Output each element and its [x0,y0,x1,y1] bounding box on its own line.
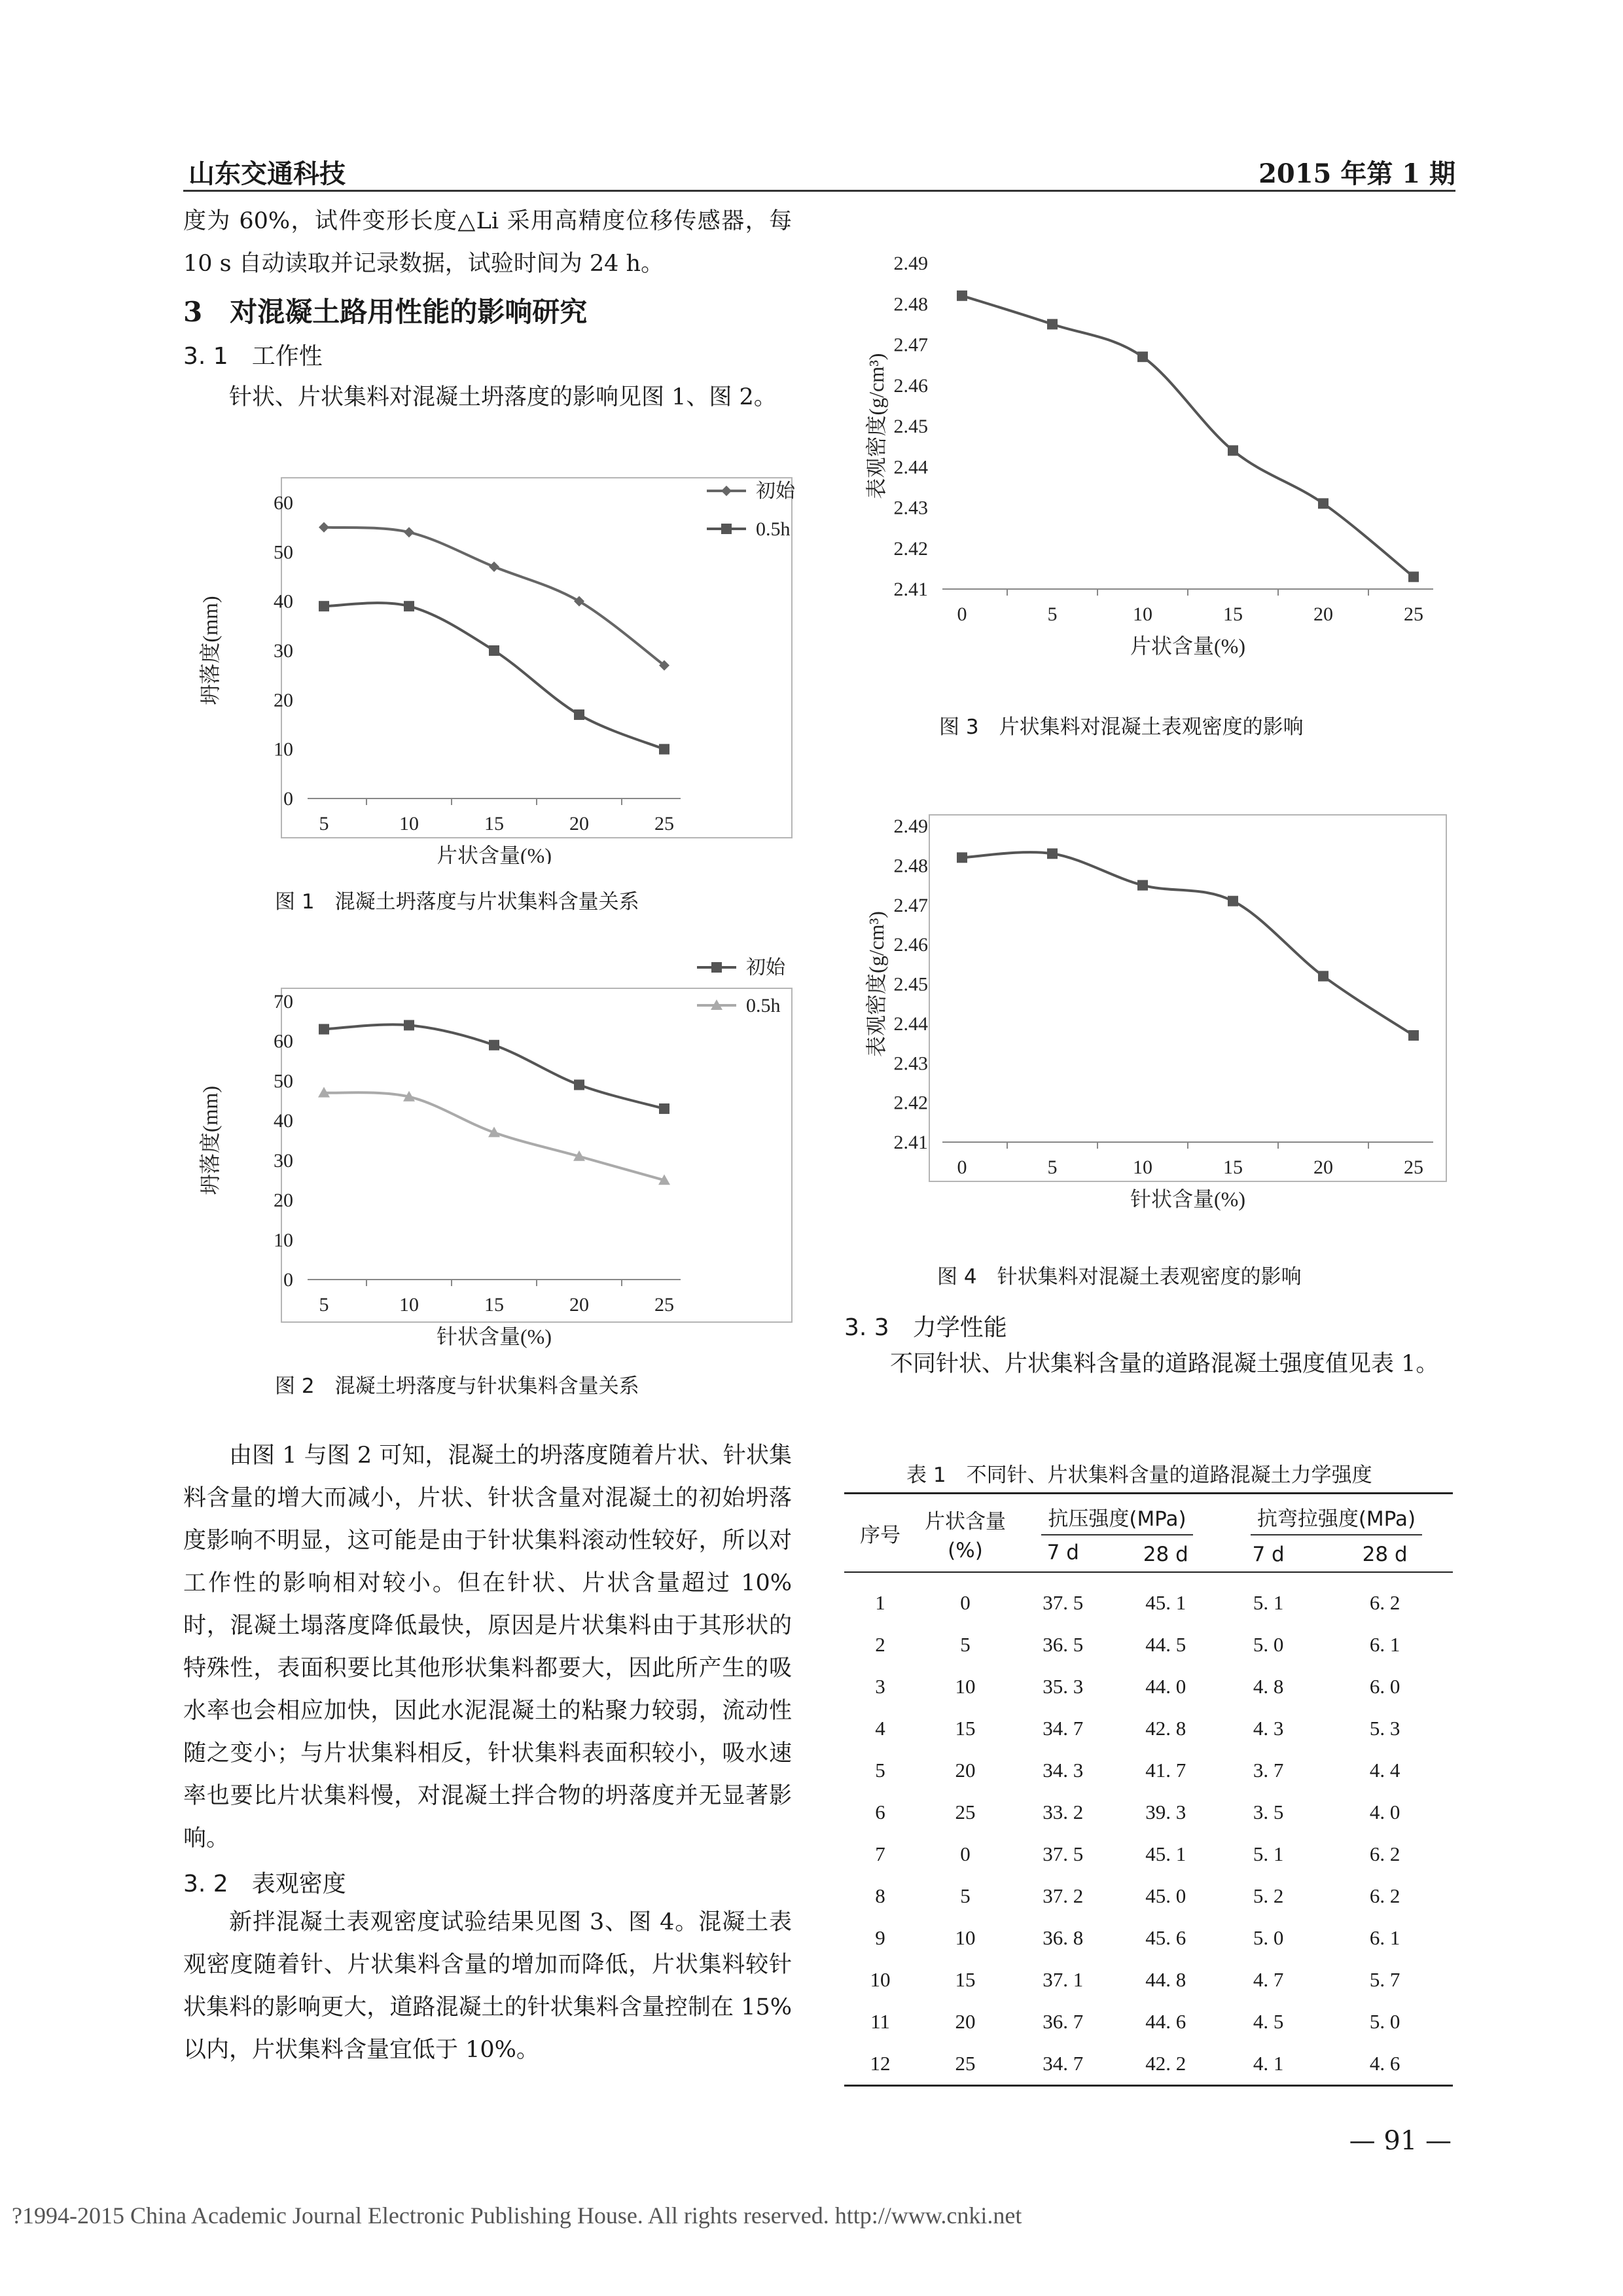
table-cell: 39. 3 [1145,1801,1186,1823]
table-cell: 4 [875,1717,885,1740]
x-tick-label: 0 [957,603,967,625]
legend-marker [711,962,722,973]
x-tick-label: 5 [319,1294,329,1316]
table-cell: 1 [875,1591,885,1614]
table-cell: 20 [955,1759,976,1782]
table-cell: 3. 7 [1253,1759,1284,1782]
x-axis-label: 片状含量(%) [437,844,552,864]
table-cell: 44. 6 [1145,2010,1186,2033]
table-cell: 34. 3 [1043,1759,1084,1782]
y-tick-label: 40 [274,1110,293,1132]
data-point [1137,351,1148,362]
table-header-compressive-7d: 7 d [1046,1541,1079,1564]
x-tick-label: 25 [1404,1157,1423,1178]
table-row [844,1666,1453,1708]
data-point [319,601,329,611]
y-axis-label: 坍落度(mm) [198,596,222,706]
y-tick-label: 2.44 [893,1013,928,1035]
table-cell: 37. 2 [1043,1884,1084,1907]
table-cell: 25 [955,1801,976,1823]
table-cell: 6. 2 [1369,1591,1400,1614]
table-cell: 5. 1 [1253,1591,1284,1614]
figure-3 [844,249,1459,668]
table-cell: 6 [875,1801,885,1823]
table-header-flexural-28d: 28 d [1362,1543,1408,1566]
intro-paragraph: 度为 60%，试件变形长度△Li 采用高精度位移传感器，每 10 s 自动读取并记录数据，试验时间为 24 h。 [183,208,792,277]
figure-1-chart [183,471,812,864]
table-header-flexural [1220,1494,1453,1538]
data-point [1137,880,1148,891]
table-header-content [916,1494,1014,1573]
figure-4 [844,805,1459,1224]
table-cell: 45. 6 [1145,1926,1186,1949]
paragraph-3-2: 新拌混凝土表观密度试验结果见图 3、图 4。混凝土表观密度随着针、片状集料含量的增加而降低，片状集料较针状集料的影响更大，道路混凝土的针状集料含量控制在 15% 以内，片状集料含量宜低于 10%。 [183,1909,792,2063]
data-point [659,1103,669,1114]
table-cell: 45. 1 [1145,1591,1186,1614]
x-tick-label: 15 [1223,1157,1243,1178]
figure-3-caption: 图 3 片状集料对混凝土表观密度的影响 [939,715,1304,739]
table-cell: 41. 7 [1145,1759,1186,1782]
table-cell: 35. 3 [1043,1675,1084,1698]
data-point [957,852,967,863]
table-header-content-line2: (%) [948,1539,983,1562]
table-cell: 37. 5 [1043,1842,1084,1865]
y-tick-label: 50 [274,1070,293,1092]
table-row [844,1959,1453,2001]
table-row [844,2001,1453,2043]
table-cell: 3 [875,1675,885,1698]
table-cell: 36. 7 [1043,2010,1084,2033]
table-cell: 4. 8 [1253,1675,1284,1698]
data-point [659,744,669,755]
table-cell: 15 [955,1968,976,1991]
y-tick-label: 2.48 [893,293,928,315]
table-1 [844,1492,1453,2087]
page-number: — 91 — [1349,2126,1452,2156]
table-header-serial: 序号 [860,1523,901,1547]
y-tick-label: 2.45 [893,973,928,996]
y-tick-label: 2.41 [893,579,928,600]
figure-2-chart [183,949,812,1361]
table-cell: 4. 0 [1369,1801,1400,1823]
data-point [319,522,329,533]
x-tick-label: 10 [399,1294,419,1316]
table-cell: 44. 5 [1145,1633,1186,1656]
table-cell: 45. 0 [1145,1884,1186,1907]
table-cell: 36. 5 [1043,1633,1084,1656]
x-tick-label: 5 [1047,603,1058,625]
table-1-grid [844,1492,1453,2087]
table-cell: 42. 8 [1145,1717,1186,1740]
table-row [844,1875,1453,1917]
table-cell: 5 [875,1759,885,1782]
series-line [324,528,664,666]
figure-1 [183,471,812,864]
table-header-compressive [1014,1494,1220,1538]
data-point [489,1040,499,1050]
table-header-flexural-label: 抗弯拉强度(MPa) [1251,1502,1422,1535]
table-row [844,1572,1453,1624]
data-point [574,1080,584,1090]
y-axis-label: 表观密度(g/cm³) [865,353,888,499]
legend-label: 0.5h [746,995,781,1016]
y-tick-label: 70 [274,991,293,1013]
table-header-compressive-label: 抗压强度(MPa) [1041,1502,1192,1535]
y-tick-label: 30 [274,640,293,662]
table-cell: 6. 1 [1369,1926,1400,1949]
y-tick-label: 40 [274,590,293,613]
y-tick-label: 10 [274,738,293,761]
table-cell: 6. 2 [1369,1884,1400,1907]
data-point [1047,848,1058,859]
y-tick-label: 2.41 [893,1132,928,1153]
x-tick-label: 20 [569,1294,589,1316]
header-rule [183,190,1455,192]
series-line [962,296,1414,577]
table-cell: 8 [875,1884,885,1907]
data-point [1318,971,1329,981]
table-cell: 0 [960,1591,971,1614]
table-header-content-line1: 片状含量 [925,1510,1006,1534]
table-cell: 5. 1 [1253,1842,1284,1865]
series-line [324,1024,664,1109]
table-1-caption: 表 1 不同针、片状集料含量的道路混凝土力学强度 [906,1463,1372,1487]
table-cell: 42. 2 [1145,2052,1186,2075]
figure-4-chart [844,805,1459,1224]
data-point [489,645,499,656]
paragraph-3-3: 不同针状、片状集料含量的道路混凝土强度值见表 1。 [890,1351,1439,1377]
table-cell: 34. 7 [1043,2052,1084,2075]
data-point [574,709,584,720]
table-cell: 4. 4 [1369,1759,1400,1782]
table-row [844,1791,1453,1833]
y-tick-label: 2.46 [893,934,928,956]
table-row [844,2043,1453,2086]
y-tick-label: 0 [283,788,293,810]
y-tick-label: 2.42 [893,537,928,560]
y-tick-label: 2.47 [893,334,928,356]
y-tick-label: 60 [274,492,293,514]
series-line [962,852,1414,1035]
y-tick-label: 10 [274,1229,293,1251]
table-cell: 6. 1 [1369,1633,1400,1656]
x-tick-label: 15 [1223,603,1243,625]
figure-3-chart [844,249,1459,668]
figure-1-caption: 图 1 混凝土坍落度与片状集料含量关系 [275,890,639,914]
data-point [404,527,414,537]
table-row [844,1833,1453,1875]
table-cell: 20 [955,2010,976,2033]
table-cell: 4. 3 [1253,1717,1284,1740]
x-tick-label: 10 [1133,1157,1152,1178]
y-tick-label: 2.43 [893,1052,928,1075]
table-row [844,1624,1453,1666]
table-cell: 6. 0 [1369,1675,1400,1698]
table-cell: 10 [870,1968,891,1991]
data-point [1228,445,1238,456]
table-cell: 5. 0 [1369,2010,1400,2033]
table-cell: 4. 5 [1253,2010,1284,2033]
figure-2 [183,949,812,1361]
table-cell: 3. 5 [1253,1801,1284,1823]
y-tick-label: 60 [274,1030,293,1052]
table-row [844,1917,1453,1959]
data-point [319,1024,329,1035]
x-tick-label: 20 [1313,1157,1333,1178]
data-point [1047,319,1058,329]
subsection-3-2-title: 3. 2 表观密度 [183,1871,346,1897]
x-tick-label: 20 [569,813,589,834]
legend-marker [721,486,732,496]
x-tick-label: 25 [654,813,674,834]
data-point [1318,498,1329,509]
table-header-flexural-7d: 7 d [1252,1543,1285,1566]
y-tick-label: 30 [274,1149,293,1172]
table-cell: 44. 0 [1145,1675,1186,1698]
figure-2-caption: 图 2 混凝土坍落度与针状集料含量关系 [275,1374,639,1398]
y-tick-label: 20 [274,1189,293,1211]
data-point [404,1020,414,1030]
legend-label: 初始 [746,957,785,978]
x-tick-label: 10 [1133,603,1152,625]
figure-4-frame [929,815,1446,1181]
section-3-title: 3 对混凝土路用性能的影响研究 [183,296,588,328]
data-point [404,601,414,611]
table-cell: 12 [870,2052,891,2075]
table-cell: 5. 0 [1253,1926,1284,1949]
legend-marker [721,524,732,534]
subsection-3-1-title: 3. 1 工作性 [183,343,323,370]
table-cell: 44. 8 [1145,1968,1186,1991]
y-tick-label: 0 [283,1269,293,1291]
table-row [844,1749,1453,1791]
y-axis-label: 表观密度(g/cm³) [865,911,888,1057]
table-cell: 37. 5 [1043,1591,1084,1614]
table-header-compressive-28d: 28 d [1143,1543,1188,1566]
table-cell: 34. 7 [1043,1717,1084,1740]
table-cell: 10 [955,1675,976,1698]
y-tick-label: 2.49 [893,816,928,837]
table-cell: 9 [875,1926,885,1949]
x-tick-label: 20 [1313,603,1333,625]
y-tick-label: 20 [274,689,293,711]
data-point [489,562,499,572]
y-tick-label: 2.44 [893,456,928,478]
data-point [1228,896,1238,906]
figure-4-caption: 图 4 针状集料对混凝土表观密度的影响 [937,1265,1302,1289]
issue-label: 2015 年第 1 期 [1258,158,1455,189]
discussion-paragraph: 由图 1 与图 2 可知，混凝土的坍落度随着片状、针状集料含量的增大而减小，片状、针状含量对混凝土的初始坍落度影响不明显，这可能是由于针状集料滚动性较好，所以对工作性的影响相对较小。但在针状、片状含量超过 10% 时，混凝土塌落度降低最快，原因是片状集料由于其形状的特殊性，表面积要比其他形状集料都要大，因此所产生的吸水率也会相应加快，因此水泥混凝土的粘聚力较弱，流动性随之变小；与片状集料相反，针状集料表面积较小，吸水速率也要比片状集料慢，对混凝土拌合物的坍落度并无显著影响。 [183,1443,792,1852]
table-cell: 7 [875,1842,885,1865]
table-cell: 5 [960,1884,971,1907]
y-tick-label: 2.47 [893,894,928,916]
x-tick-label: 25 [654,1294,674,1316]
paragraph-3-1: 针状、片状集料对混凝土坍落度的影响见图 1、图 2。 [229,384,777,410]
table-cell: 15 [955,1717,976,1740]
x-tick-label: 15 [484,1294,504,1316]
figure-1-frame [281,478,792,838]
x-tick-label: 5 [1047,1157,1058,1178]
y-axis-label: 坍落度(mm) [198,1085,222,1196]
data-point [957,291,967,301]
table-cell: 33. 2 [1043,1801,1084,1823]
x-tick-label: 10 [399,813,419,834]
table-cell: 11 [870,2010,890,2033]
table-cell: 37. 1 [1043,1968,1084,1991]
table-cell: 2 [875,1633,885,1656]
table-cell: 6. 2 [1369,1842,1400,1865]
x-tick-label: 5 [319,813,329,834]
y-tick-label: 2.45 [893,416,928,437]
table-cell: 36. 8 [1043,1926,1084,1949]
y-tick-label: 50 [274,541,293,564]
x-axis-label: 片状含量(%) [1130,634,1245,658]
table-cell: 25 [955,2052,976,2075]
y-tick-label: 2.48 [893,855,928,877]
table-cell: 0 [960,1842,971,1865]
figure-2-frame [281,988,792,1322]
y-tick-label: 2.49 [893,253,928,274]
table-cell: 4. 1 [1253,2052,1284,2075]
y-tick-label: 2.46 [893,374,928,397]
y-tick-label: 2.42 [893,1092,928,1114]
journal-name: 山东交通科技 [188,158,346,189]
table-cell: 4. 6 [1369,2052,1400,2075]
table-cell: 5 [960,1633,971,1656]
table-row [844,1708,1453,1749]
table-cell: 45. 1 [1145,1842,1186,1865]
table-cell: 10 [955,1926,976,1949]
x-axis-label: 针状含量(%) [437,1325,552,1348]
copyright-footer: ?1994-2015 China Academic Journal Electronic Publishing House. All rights reserved. http://www.cnki.net [12,2202,1022,2229]
table-cell: 5. 7 [1369,1968,1400,1991]
legend-label: 初始 [756,480,795,502]
table-body [844,1572,1453,2086]
table-cell: 5. 3 [1369,1717,1400,1740]
data-point [1408,571,1419,582]
data-point [1408,1030,1419,1041]
x-axis-label: 针状含量(%) [1130,1187,1245,1211]
subsection-3-3-title: 3. 3 力学性能 [844,1314,1007,1341]
y-tick-label: 2.43 [893,497,928,519]
table-cell: 5. 2 [1253,1884,1284,1907]
table-cell: 5. 0 [1253,1633,1284,1656]
legend-label: 0.5h [756,518,791,540]
x-tick-label: 25 [1404,603,1423,625]
x-tick-label: 0 [957,1157,967,1178]
x-tick-label: 15 [484,813,504,834]
table-cell: 4. 7 [1253,1968,1284,1991]
